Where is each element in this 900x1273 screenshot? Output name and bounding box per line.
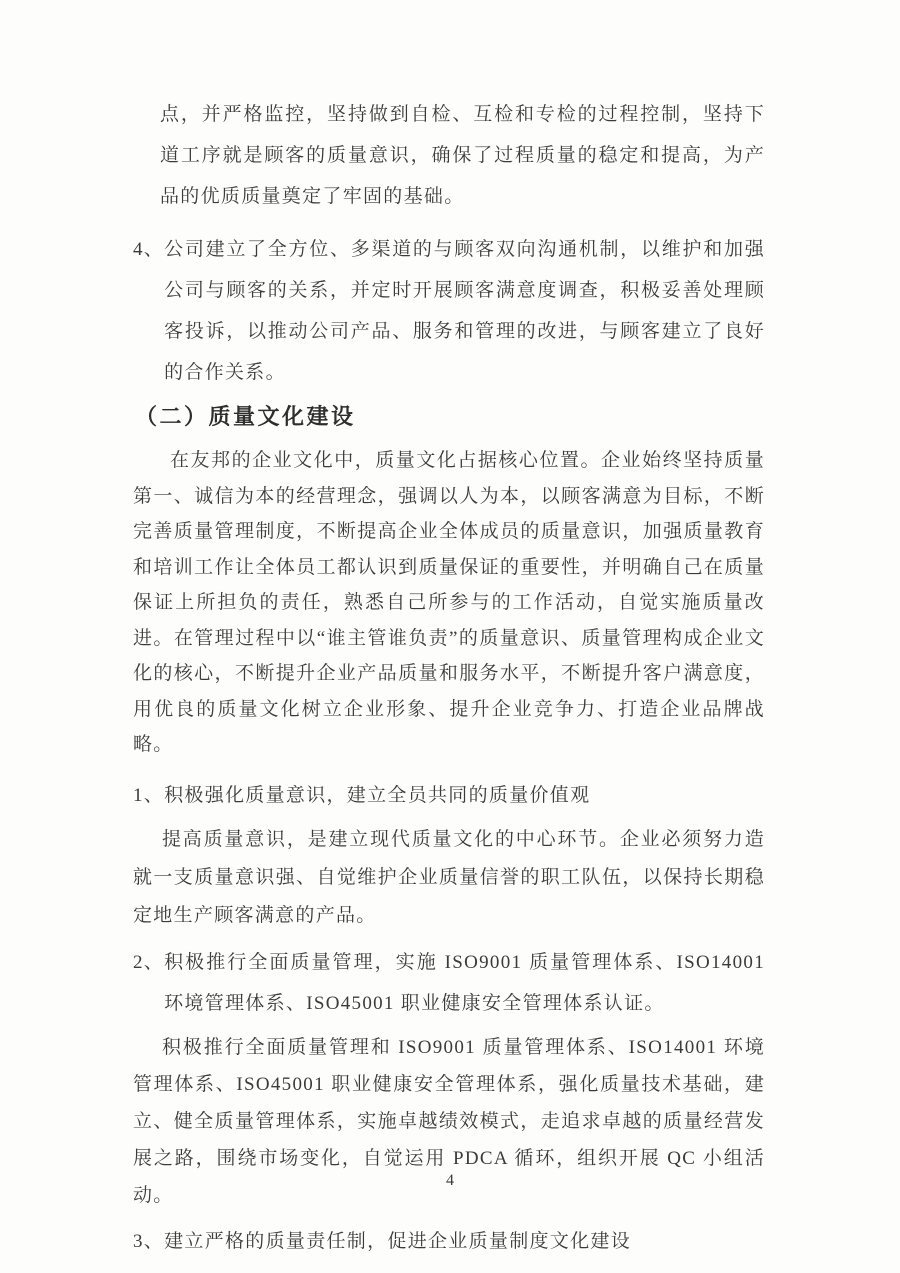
section-heading: （二）质量文化建设 xyxy=(135,404,356,429)
item-4-text: 公司建立了全方位、多渠道的与顾客双向沟通机制，以维护和加强公司与顾客的关系，并定时开展顾客满意度调查，积极妥善处理顾客投诉，以推动公司产品、服务和管理的改进，与顾客建立了良好的合作关系。 xyxy=(164,239,765,383)
item-3-marker: 3、 xyxy=(133,1230,165,1252)
item-3-text: 建立严格的质量责任制，促进企业质量制度文化建设 xyxy=(164,1230,632,1252)
paragraph-quality-awareness: 提高质量意识，是建立现代质量文化的中心环节。企业必须努力造就一支质量意识强、自觉维护企业质量信誉的职工队伍，以保持长期稳定地生产顾客满意的产品。 xyxy=(133,828,765,926)
item-1-text: 积极强化质量意识，建立全员共同的质量价值观 xyxy=(164,784,591,806)
item-1-marker: 1、 xyxy=(133,784,165,806)
item-4-marker: 4、 xyxy=(133,239,165,260)
item-2-marker: 2、 xyxy=(133,951,165,973)
numbered-item-3 xyxy=(133,1221,765,1262)
numbered-item-1 xyxy=(133,775,765,816)
numbered-item-4 xyxy=(133,229,765,393)
intro-paragraph: 在友邦的企业文化中，质量文化占据核心位置。企业始终坚持质量第一、诚信为本的经营理念，强调以人为本，以顾客满意为目标，不断完善质量管理制度，不断提高企业全体成员的质量意识，加强质量教育和培训工作让全体员工都认识到质量保证的重要性，并明确自己在质量保证上所担负的责任，熟悉自己所参与的工作活动，自觉实施质量改进。在管理过程中以“谁主管谁负责”的质量意识、质量管理构成企业文化的核心，不断提升企业产品质量和服务水平，不断提升客户满意度，用优良的质量文化树立企业形象、提升企业竞争力、打造企业品牌战略。 xyxy=(133,450,765,755)
paragraph-tqm: 积极推行全面质量管理和 ISO9001 质量管理体系、ISO14001 环境管理体系、ISO45001 职业健康安全管理体系，强化质量技术基础，建立、健全质量管理体系，实施卓越绩效模式，走追求卓越的质量经营发展之路，围绕市场变化，自觉运用 PDCA 循环，组织开展 QC 小组活动。 xyxy=(133,1036,765,1206)
item-2-text: 积极推行全面质量管理，实施 ISO9001 质量管理体系、ISO14001 环境管理体系、ISO45001 职业健康安全管理体系认证。 xyxy=(164,951,765,1014)
numbered-item-2 xyxy=(133,942,765,1024)
page-number: 4 xyxy=(446,1172,454,1189)
continuation-paragraph: 点，并严格监控，坚持做到自检、互检和专检的过程控制，坚持下道工序就是顾客的质量意识，确保了过程质量的稳定和提高，为产品的优质质量奠定了牢固的基础。 xyxy=(160,104,765,207)
